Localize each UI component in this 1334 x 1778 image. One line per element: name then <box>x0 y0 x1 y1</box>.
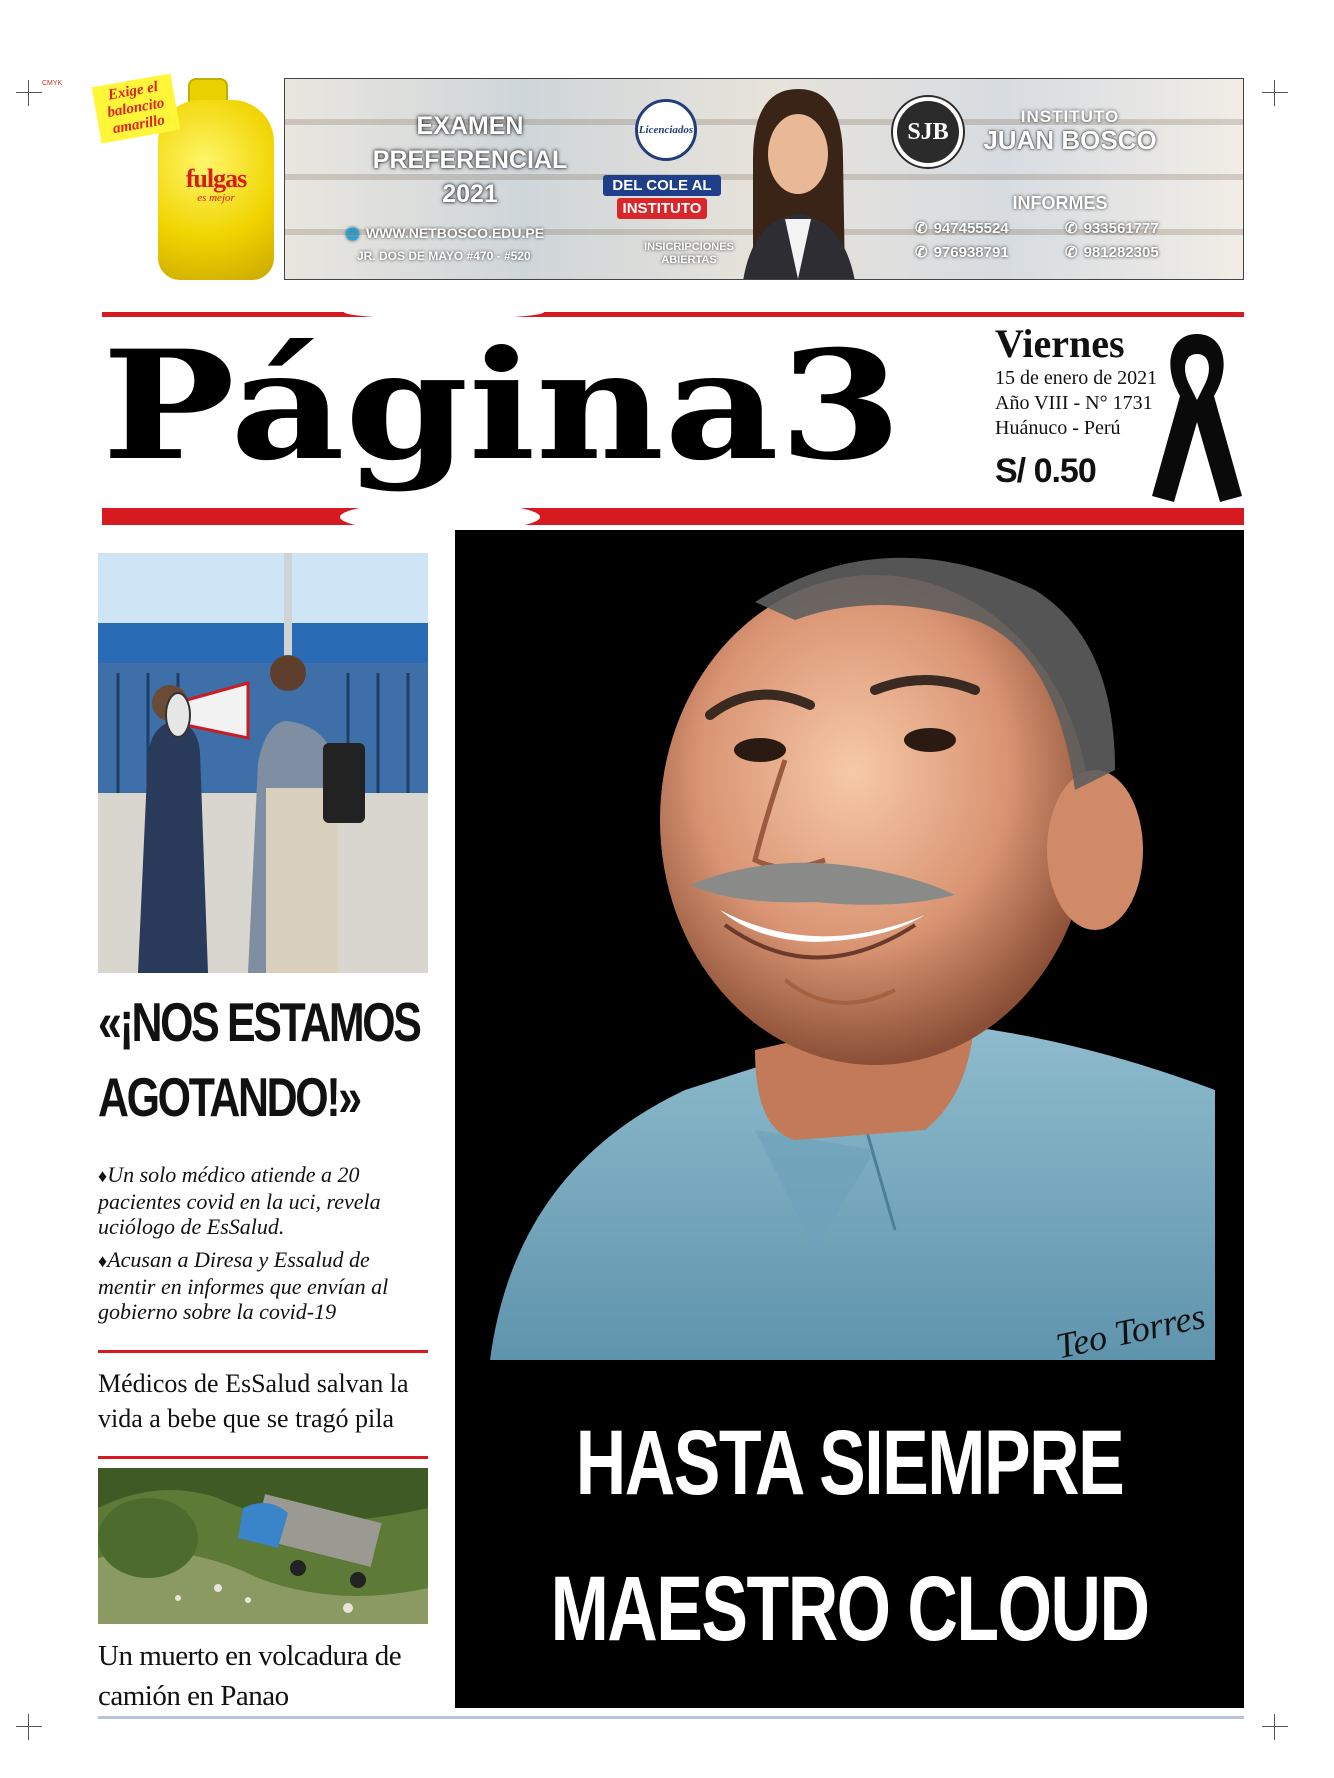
crop-mark-top-left <box>16 80 42 106</box>
gas-tagline: Exige el baloncito amarillo <box>92 73 181 143</box>
gas-advertisement <box>96 74 278 284</box>
gas-brand: fulgas <box>185 164 247 193</box>
masthead-logo <box>100 300 920 500</box>
issue-location: Huánuco - Perú <box>995 417 1121 439</box>
crop-mark-bottom-right <box>1262 1714 1288 1740</box>
exam-title: EXAMEN PREFERENCIAL 2021 <box>372 112 568 208</box>
story-truck-crash: Un muerto en volcadura de camión en Panao <box>98 1640 402 1712</box>
promo-top: DEL COLE AL <box>603 175 721 196</box>
institute-logo-icon: SJB <box>893 97 963 167</box>
crop-mark-bottom-left <box>16 1714 42 1740</box>
school-banner-ad <box>284 78 1244 280</box>
crop-mark-top-right <box>1262 80 1288 106</box>
licensed-badge: Licenciados <box>635 99 697 161</box>
black-ribbon-icon <box>1150 326 1244 504</box>
bullet-point: ♦ Acusan a Diresa y Essalud de mentir en informes que envían al gobierno sobre la covid-19 <box>98 1247 432 1324</box>
info-label: INFORMES <box>1012 193 1108 213</box>
main-headline: HASTA SIEMPRE MAESTRO CLOUD <box>550 1412 1149 1660</box>
issue-date: 15 de enero de 2021 <box>995 367 1158 389</box>
institute-label: INSTITUTO <box>1020 107 1120 126</box>
color-tag: CMYK <box>42 80 63 87</box>
truck-crash-photo <box>98 1468 428 1624</box>
school-website: 🌐 WWW.NETBOSCO.EDU.PE <box>345 225 544 241</box>
protest-photo <box>98 553 428 973</box>
phone-number: ✆ 933561777 <box>1065 219 1215 237</box>
promo-bottom: INSTITUTO <box>617 198 708 219</box>
lead-headline: «¡NOS ESTAMOS AGOTANDO!» <box>98 991 420 1128</box>
footer-rule <box>98 1716 1244 1719</box>
student-photo <box>733 79 863 280</box>
issue-day: Viernes <box>995 321 1125 366</box>
phone-number: ✆ 976938791 <box>915 243 1065 261</box>
lead-bullets <box>98 1162 432 1332</box>
issue-number: Año VIII - N° 1731 <box>995 392 1153 414</box>
promo-badge <box>603 175 721 219</box>
phone-number: ✆ 947455524 <box>915 219 1065 237</box>
phone-list <box>915 219 1215 261</box>
institute-name: JUAN BOSCO <box>983 125 1157 155</box>
feature-tribute <box>455 530 1244 1708</box>
issue-price: S/ 0.50 <box>995 452 1096 490</box>
school-address: JR. DOS DE MAYO #470 - #520 <box>357 249 531 263</box>
newspaper-masthead <box>100 300 920 500</box>
issue-details <box>995 366 1157 441</box>
portrait-illustration <box>455 530 1244 1390</box>
section-divider <box>98 1456 428 1459</box>
masthead-title: Página3 <box>102 318 902 494</box>
registration-note: INSICRIPCIONES ABIERTAS <box>644 241 734 266</box>
gas-brand-sub: es mejor <box>197 192 235 204</box>
phone-number: ✆ 981282305 <box>1065 243 1215 261</box>
section-divider <box>98 1350 428 1353</box>
bullet-point: ♦ Un solo médico atiende a 20 pacientes covid en la uci, revela uciólogo de EsSalud. <box>98 1162 432 1239</box>
artist-signature: Teo Torres <box>1052 1295 1209 1367</box>
masthead-bottom-rule <box>102 508 1244 525</box>
story-baby-battery: Médicos de EsSalud salvan la vida a bebe que se tragó pila <box>98 1369 409 1433</box>
